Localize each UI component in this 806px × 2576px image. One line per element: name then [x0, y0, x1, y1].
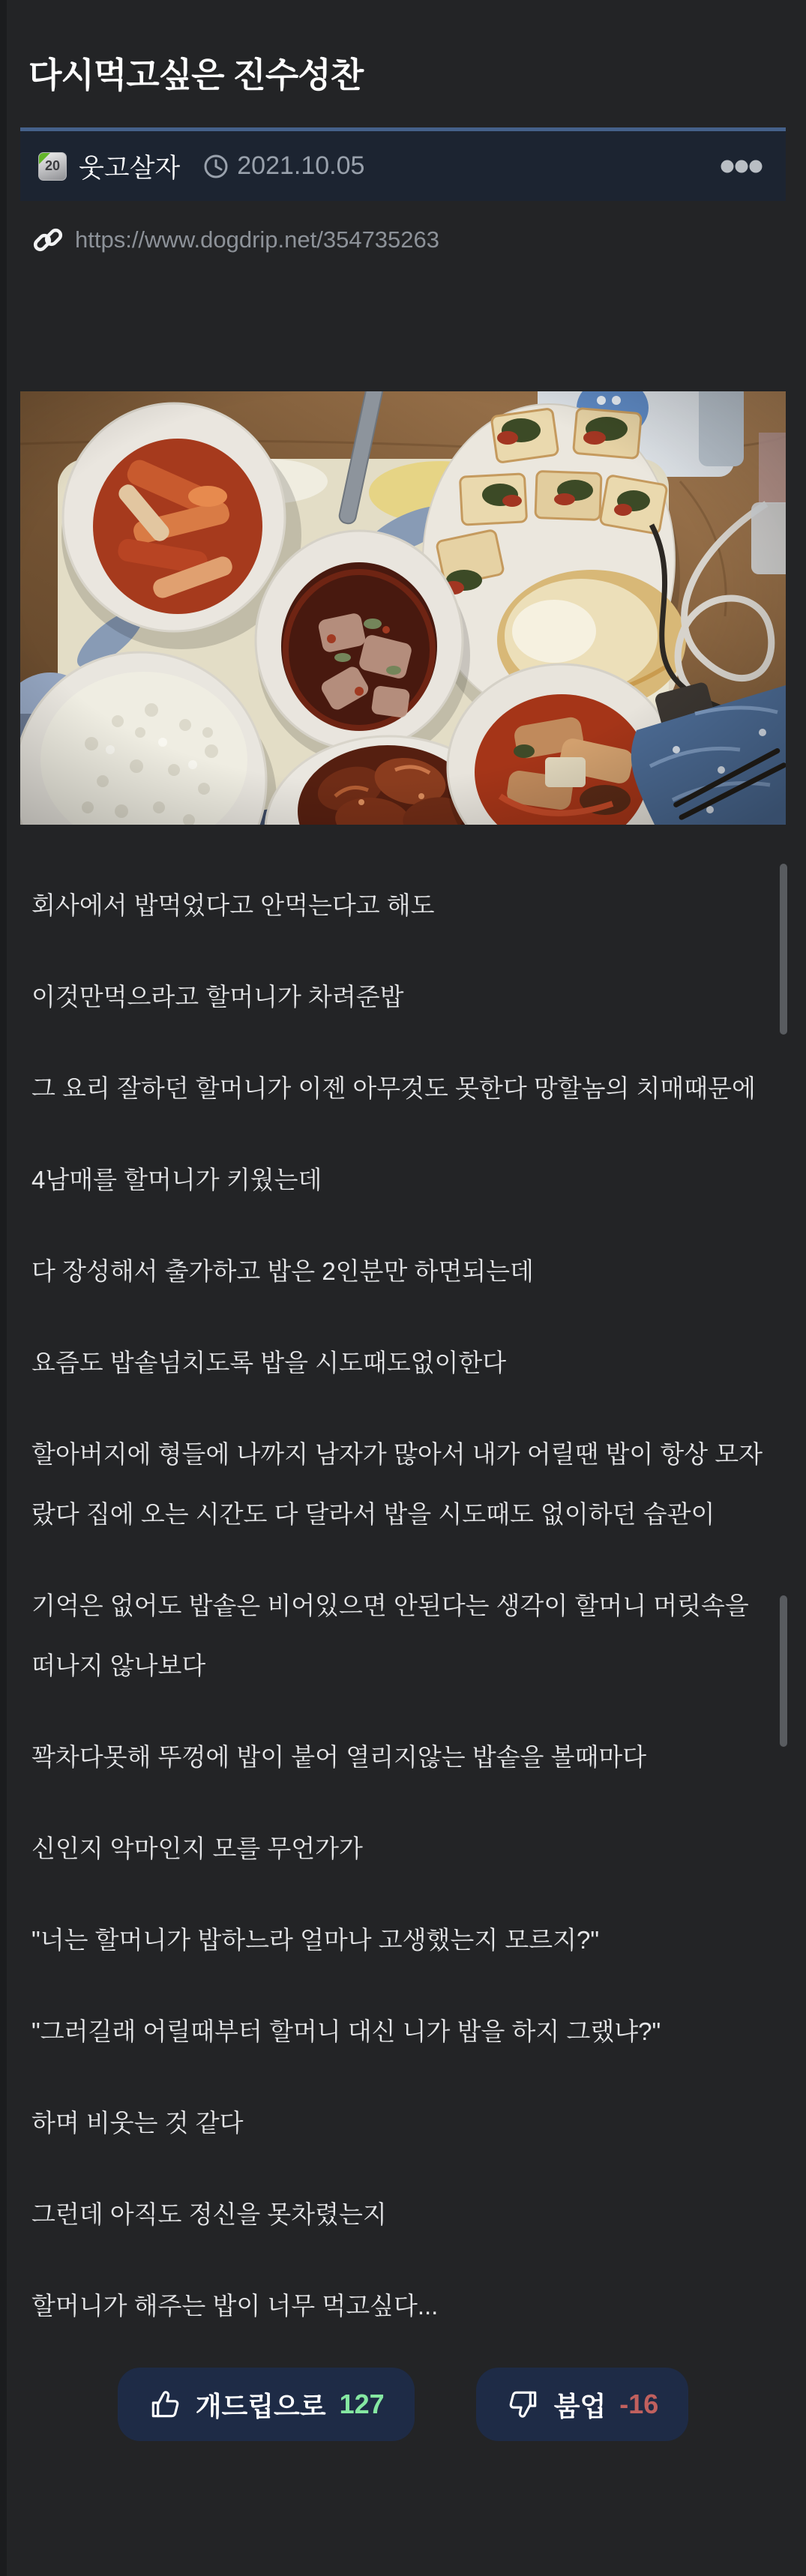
thumbs-down-icon: [506, 2387, 541, 2422]
post-title: 다시먹고싶은 진수성찬: [28, 55, 364, 94]
level-badge-corner-icon: [39, 153, 50, 164]
author-name[interactable]: 웃고살자: [79, 153, 181, 183]
post-paragraph: 요즘도 밥솥넘치도록 밥을 시도때도없이한다: [31, 1349, 507, 1376]
author-level-badge: [38, 152, 67, 181]
post-body: [0, 876, 806, 2336]
food-photo-scene: [20, 391, 786, 825]
upvote-label: 개드립으로: [195, 2390, 326, 2422]
post-paragraph: "너는 할머니가 밥하느라 얼마나 고생했는지 모르지?": [31, 1926, 600, 1954]
post-paragraph: 하며 비웃는 것 같다: [31, 2109, 244, 2137]
source-url[interactable]: https://www.dogdrip.net/354735263: [75, 226, 440, 253]
post-paragraph: 신인지 악마인지 모를 무언가가: [31, 1835, 363, 1862]
post-paragraph: 꽉차다못해 뚜껑에 밥이 붙어 열리지않는 밥솥을 볼때마다: [31, 1743, 647, 1771]
author-level: 20: [44, 158, 61, 173]
post-paragraph: 회사에서 밥먹었다고 안먹는다고 해도: [31, 891, 435, 919]
link-icon: [31, 223, 64, 256]
post-paragraph: 할머니가 해주는 밥이 너무 먹고싶다...: [31, 2292, 439, 2320]
post-paragraph: 할아버지에 형들에 나까지 남자가 많아서 내가 어릴땐 밥이 항상 모자랐다 집에 오는 시간도 다 달라서 밥을 시도때도 없이하던 습관이: [31, 1440, 763, 1528]
post-paragraph: 4남매를 할머니가 키웠는데: [31, 1166, 322, 1194]
scrollbar-thumb[interactable]: [780, 864, 787, 1035]
post-paragraph: 다 장성해서 출가하고 밥은 2인분만 하면되는데: [31, 1257, 534, 1285]
post-paragraph: "그러길래 어릴때부터 할머니 대신 니가 밥을 하지 그랬냐?": [31, 2017, 661, 2045]
scrollbar-thumb[interactable]: [780, 1595, 787, 1747]
post-meta-bar: [20, 131, 786, 201]
thumbs-up-icon: [148, 2387, 182, 2422]
downvote-count: -16: [619, 2389, 659, 2419]
food-photo: [20, 391, 786, 825]
downvote-button[interactable]: [476, 2368, 689, 2441]
downvote-label: 붐업: [553, 2390, 607, 2422]
ellipsis-menu-icon: [720, 159, 763, 174]
more-options-button[interactable]: [715, 154, 768, 178]
source-link-row: [31, 223, 806, 256]
vote-buttons: [0, 2368, 806, 2441]
post-paragraph: 그런데 아직도 정신을 못차렸는지: [31, 2200, 387, 2228]
upvote-count: 127: [339, 2389, 385, 2419]
upvote-button[interactable]: [118, 2368, 415, 2441]
post-paragraph: 그 요리 잘하던 할머니가 이젠 아무것도 못한다 망할놈의 치매때문에: [31, 1074, 756, 1102]
post-paragraph: 이것만먹으라고 할머니가 차려준밥: [31, 983, 404, 1011]
clock-icon: [202, 153, 229, 180]
post-paragraph: 기억은 없어도 밥솥은 비어있으면 안된다는 생각이 할머니 머릿속을 떠나지 않나보다: [31, 1592, 749, 1679]
post-date: 2021.10.05: [237, 151, 365, 180]
